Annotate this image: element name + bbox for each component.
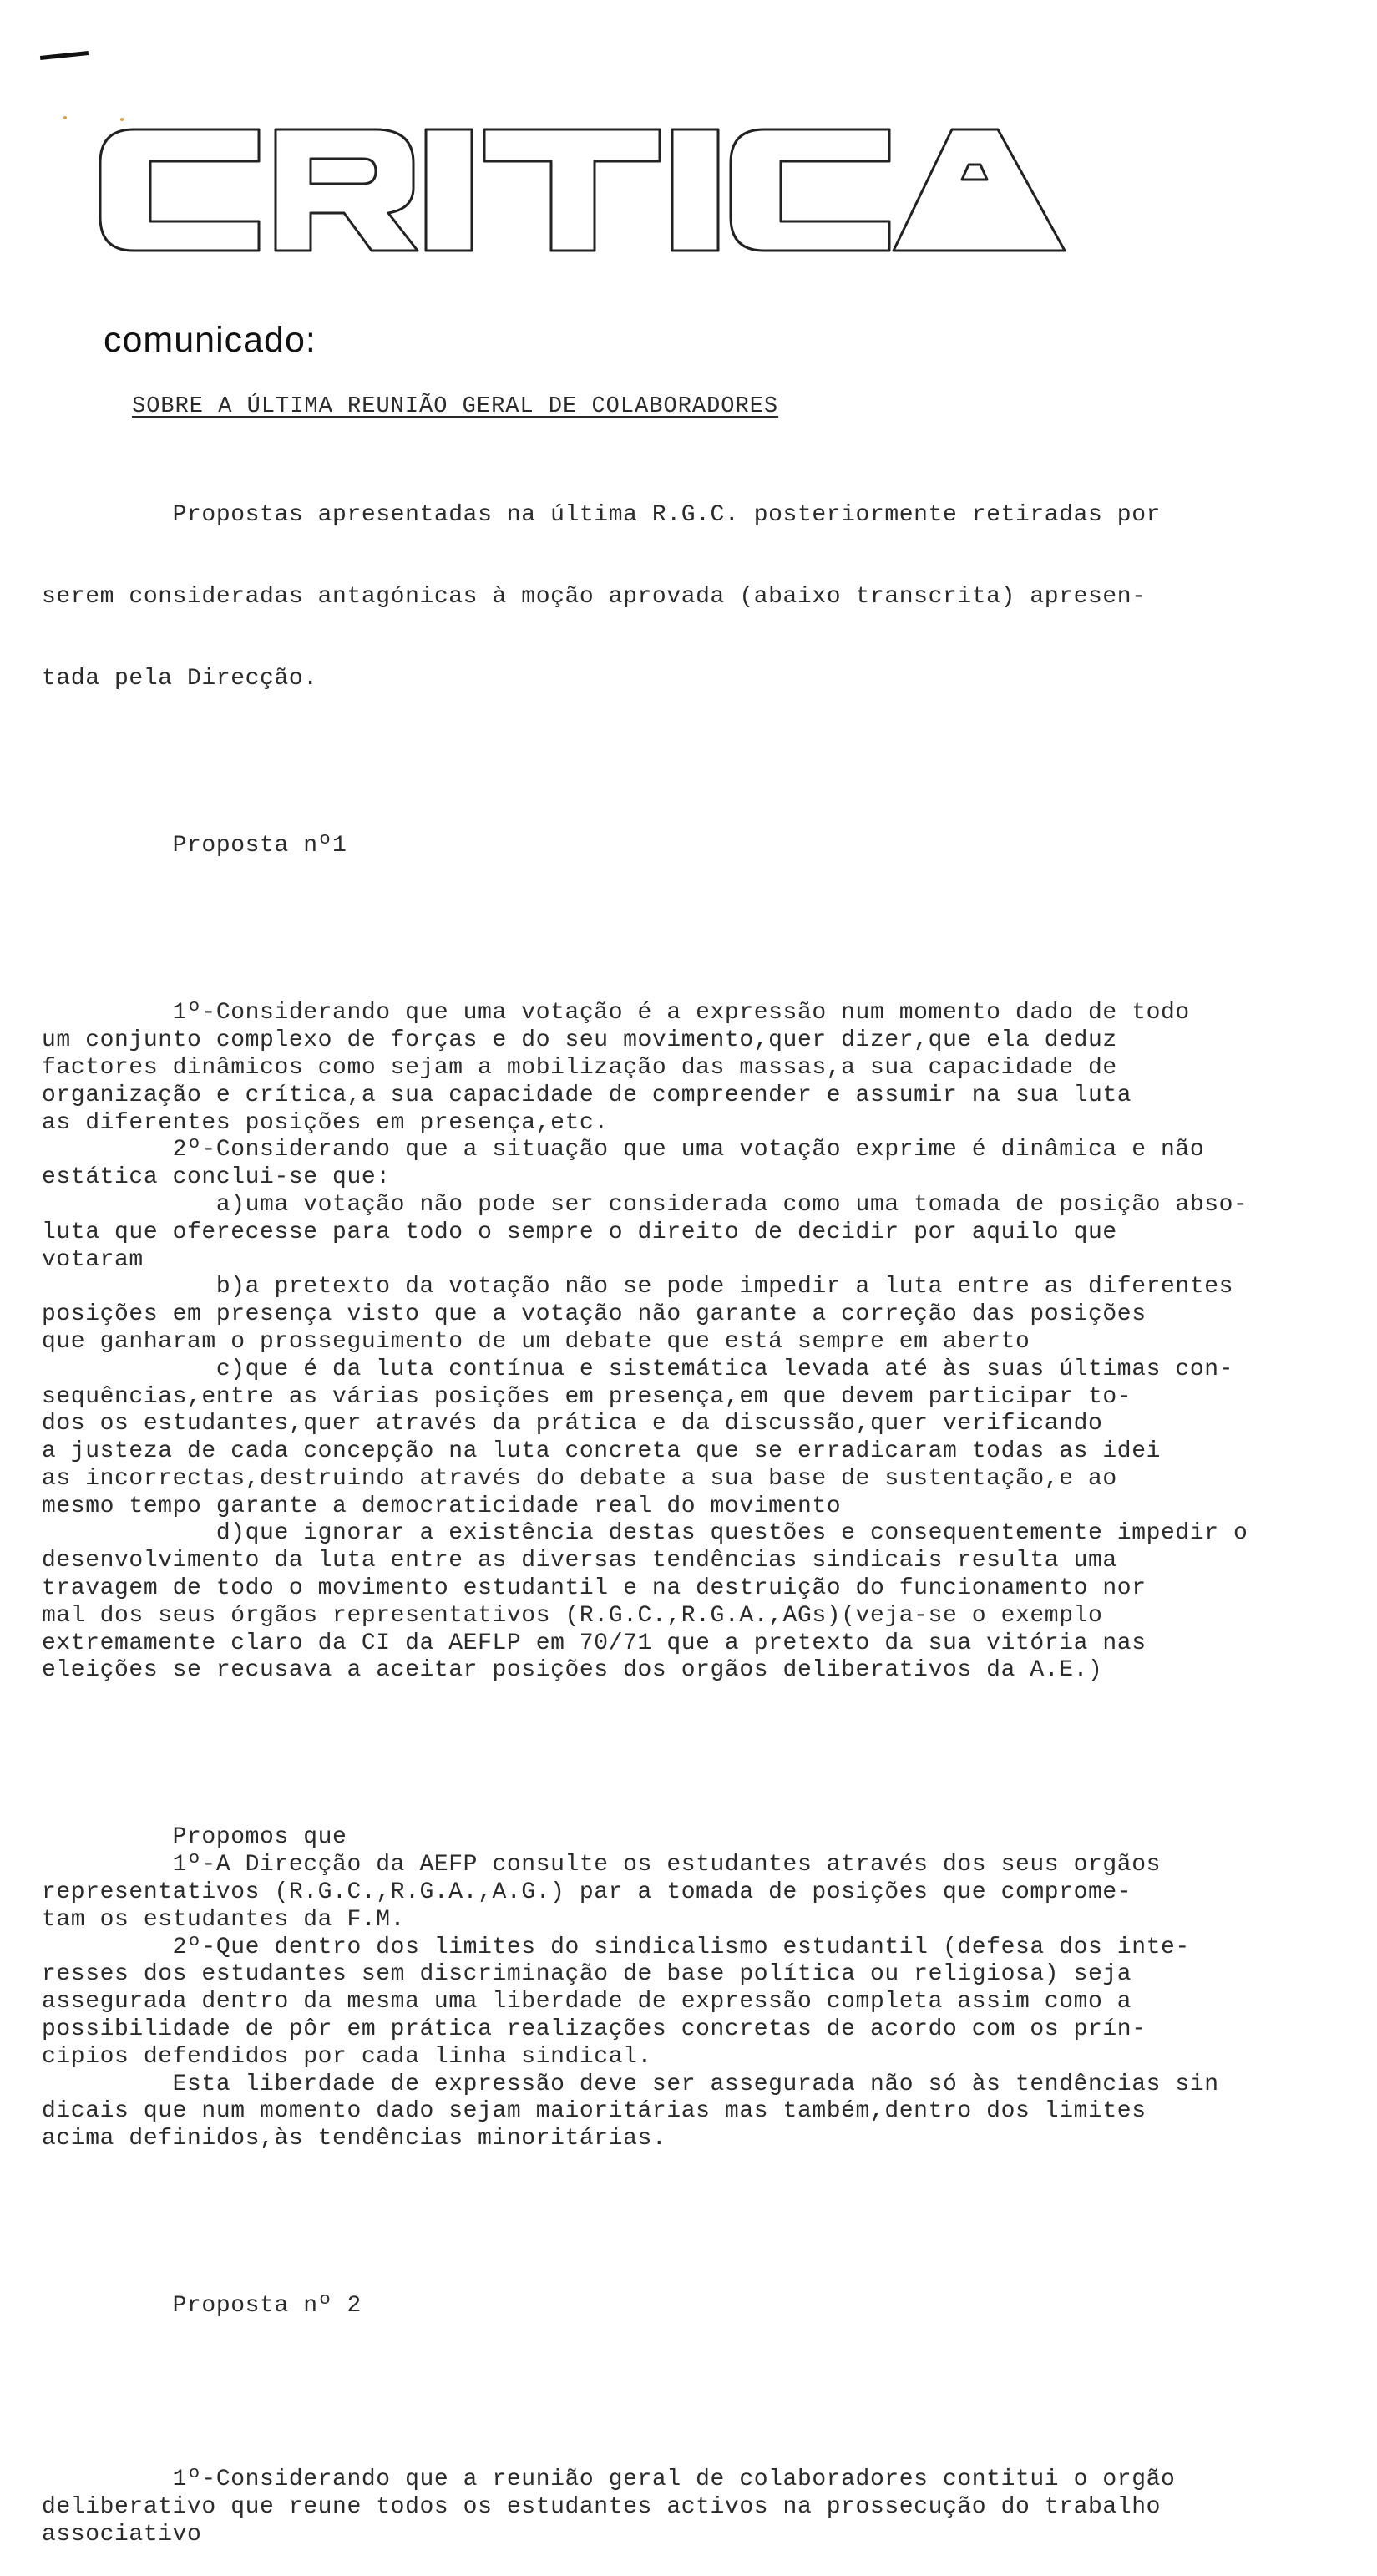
proposta-1-body [42,1000,1344,1685]
text-line: mesmo tempo garante a democraticidade real do movimento [42,1493,842,1519]
text-line: Propomos que [42,1824,347,1851]
text-line: d)que ignorar a existência destas questões e consequentemente impedir o [42,1520,1248,1547]
intro-line: serem consideradas antagónicas à moção aprovada (abaixo transcrita) apresen- [42,583,1147,610]
proposta-2-body [42,2467,1344,2548]
text-line: associativo [42,2521,202,2548]
text-line: organização e crítica,a sua capacidade de compreender e assumir na sua luta [42,1082,1132,1108]
text-line: luta que oferecesse para todo o sempre o direito de decidir por aquilo que [42,1219,1117,1245]
text-line: assegurada dentro da mesma uma liberdade de expressão completa assim como a [42,1989,1132,2016]
text-line: 1º-A Direcção da AEFP consulte os estudantes através dos seus orgãos [42,1852,1162,1879]
text-line: que ganharam o prosseguimento de um debate que está sempre em aberto [42,1328,1030,1355]
text-line: c)que é da luta contínua e sistemática levada até às suas últimas con- [42,1356,1234,1382]
text-line: 1º-Considerando que a reunião geral de colaboradores contitui o orgão [42,2467,1176,2493]
document-heading: SOBRE A ÚLTIMA REUNIÃO GERAL DE COLABORADORES [132,394,779,419]
text-line: mal dos seus órgãos representativos (R.G.C.,R.G.A.,AGs)(veja-se o exemplo [42,1602,1103,1629]
text-line: resses dos estudantes sem discriminação de base política ou religiosa) seja [42,1961,1132,1988]
ink-speck [63,116,67,119]
text-line: desenvolvimento da luta entre as diversas tendências sindicais resulta uma [42,1548,1117,1575]
text-line: a)uma votação não pode ser considerada como uma tomada de posição abso- [42,1191,1248,1218]
text-line: factores dinâmicos como sejam a mobilização das massas,a sua capacidade de [42,1054,1117,1081]
text-line: acima definidos,às tendências minoritárias. [42,2126,667,2153]
text-line: estática conclui-se que: [42,1164,391,1191]
text-line: 2º-Considerando que a situação que uma votação exprime é dinâmica e não [42,1137,1205,1164]
text-line: dos os estudantes,quer através da prática e da discussão,quer verificando [42,1411,1103,1438]
text-line: cipios defendidos por cada linha sindical. [42,2043,652,2070]
text-line: tam os estudantes da F.M. [42,1906,406,1933]
text-line: sequências,entre as várias posições em presença,em que devem participar to- [42,1383,1132,1410]
text-line: eleições se recusava a aceitar posições dos orgãos deliberativos da A.E.) [42,1657,1103,1684]
text-line: as diferentes posições em presença,etc. [42,1109,609,1136]
text-line: representativos (R.G.C.,R.G.A.,A.G.) par a tomada de posições que comprome- [42,1879,1132,1906]
proposta-2-title: Proposta nº 2 [42,2293,362,2320]
text-line: Esta liberdade de expressão deve ser assegurada não só às tendências sin [42,2071,1219,2097]
text-line: deliberativo que reune todos os estudantes activos na prossecução do trabalho [42,2493,1162,2520]
document-body [42,447,1344,2576]
text-line: a justeza de cada concepção na luta concreta que se erradicaram todas as idei [42,1438,1162,1465]
text-line: possibilidade de pôr em prática realizações concretas de acordo com os prín- [42,2016,1147,2043]
text-line: votaram [42,1246,144,1273]
text-line: 1º-Considerando que uma votação é a expressão num momento dado de todo [42,1000,1190,1027]
text-line: um conjunto complexo de forças e do seu movimento,quer dizer,que ela deduz [42,1027,1117,1054]
proposta-1-title: Proposta nº1 [42,833,347,860]
text-line: b)a pretexto da votação não se pode impedir a luta entre as diferentes [42,1274,1234,1301]
text-line: dicais que num momento dado sejam maioritárias mas também,dentro dos limites [42,2098,1147,2125]
propomos-body [42,1824,1344,2153]
intro-line: tada pela Direcção. [42,666,318,692]
text-line: as incorrectas,destruindo através do debate a sua base de sustentação,e ao [42,1465,1117,1492]
masthead-logo [84,113,1069,255]
text-line: travagem de todo o movimento estudantil e na destruição do funcionamento nor [42,1575,1147,1602]
text-line: posições em presença visto que a votação não garante a correção das posições [42,1301,1147,1328]
text-line: extremamente claro da CI da AEFLP em 70/71 que a pretexto da sua vitória nas [42,1630,1147,1656]
intro-line: Propostas apresentadas na última R.G.C. posteriormente retiradas por [42,501,1162,528]
text-line: 2º-Que dentro dos limites do sindicalismo estudantil (defesa dos inte- [42,1934,1190,1960]
communique-label: comunicado: [104,320,316,360]
pen-mark [40,51,89,60]
